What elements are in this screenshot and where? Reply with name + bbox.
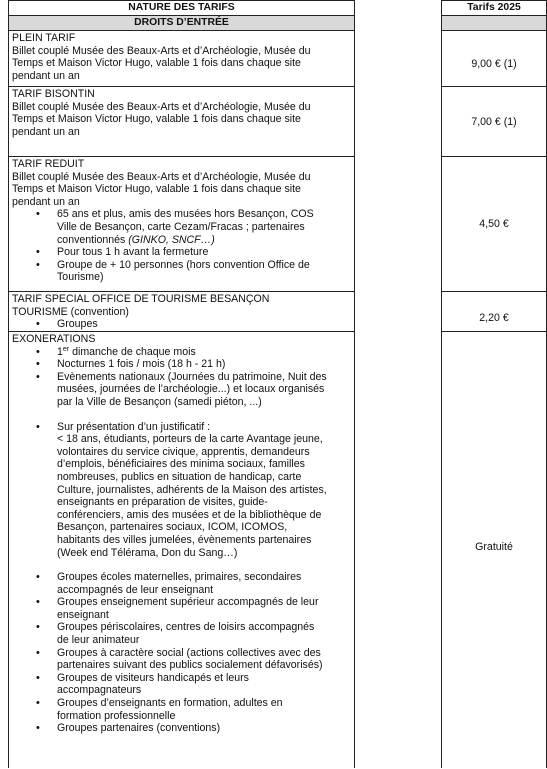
price-value: 4,50 € xyxy=(479,218,509,230)
list-item: • Groupes périscolaires, centres de loisirs accompagnés de leur animateur xyxy=(57,621,351,646)
row-text-line: pendant un an xyxy=(12,125,80,138)
row-text-line: Billet couplé Musée des Beaux-Arts et d’Archéologie, Musée du xyxy=(12,44,311,57)
tourism-conditions-list xyxy=(12,318,351,331)
exoneration-list-b xyxy=(12,421,351,560)
tariff-price-column xyxy=(441,0,547,768)
price-value: 2,20 € xyxy=(479,312,509,324)
exoneration-list-c xyxy=(12,571,351,735)
price-cell-reduit xyxy=(442,157,546,292)
list-item: • Groupes à caractère social (actions collectives avec des partenaires suivant des publics socialement défavorisés) xyxy=(57,647,351,672)
row-text-line: TOURISME (convention) xyxy=(12,305,129,318)
price-cell-exonerations xyxy=(442,332,546,769)
row-title: TARIF REDUIT xyxy=(12,158,85,170)
price-cell-office-tourisme xyxy=(442,292,546,332)
list-item: • Sur présentation d’un justificatif : < 18 ans, étudiants, porteurs de la carte Avantage jeune, volontaires du service civique, apprentis, demandeurs d’emplois, bénéficiaires des minima sociaux, familles nombreuses, publics en situation de handicap, carte Culture, journalistes, adhérents de la Maison des artistes, enseignants en préparation de visites, guide- conférenciers, amis des musées et de la bibliothèque de Besançon, partenaires sociaux, ICOM, ICOMOS, habitants des villes jumelées, évènements partenaires (Week end Télérama, Don du Sang…) xyxy=(57,421,351,560)
row-text-line: pendant un an xyxy=(12,69,80,82)
list-item: • Evènements nationaux (Journées du patrimoine, Nuit des musées, journées de l’archéologie...) et locaux organisés par la Ville de Besançon (samedi piéton, ...) xyxy=(57,371,351,409)
column-header-nature: NATURE DES TARIFS xyxy=(9,1,354,16)
exoneration-list-a xyxy=(12,346,351,409)
row-text-line: Billet couplé Musée des Beaux-Arts et d’Archéologie, Musée du xyxy=(12,170,311,183)
price-value: 9,00 € (1) xyxy=(471,58,517,70)
row-text-line: pendant un an xyxy=(12,195,80,208)
price-value: 7,00 € (1) xyxy=(471,116,517,128)
row-tarif-office-tourisme xyxy=(9,292,354,332)
price-value: Gratuité xyxy=(475,541,513,553)
row-title: PLEIN TARIF xyxy=(12,32,76,44)
section-title-shaded xyxy=(442,16,546,31)
list-item: • Groupes écoles maternelles, primaires, secondaires accompagnés de leur enseignant xyxy=(57,571,351,596)
tariff-nature-column xyxy=(8,0,355,768)
row-exonerations xyxy=(9,332,354,769)
row-tarif-bisontin xyxy=(9,87,354,157)
column-header-price: Tarifs 2025 xyxy=(442,1,546,16)
row-tarif-reduit xyxy=(9,157,354,292)
list-item: • Pour tous 1 h avant la fermeture xyxy=(57,246,351,259)
list-item: • Groupes d’enseignants en formation, adultes en formation professionnelle xyxy=(57,697,351,722)
price-cell-bisontin xyxy=(442,87,546,157)
list-item: • Groupes enseignement supérieur accompagnés de leur enseignant xyxy=(57,596,351,621)
row-title: EXONERATIONS xyxy=(12,333,96,345)
list-item: • Groupes de visiteurs handicapés et leurs accompagnateurs xyxy=(57,672,351,697)
list-item: • Nocturnes 1 fois / mois (18 h - 21 h) xyxy=(57,358,351,371)
row-text-line: Temps et Maison Victor Hugo, valable 1 fois dans chaque site xyxy=(12,113,301,126)
row-plein-tarif xyxy=(9,31,354,87)
row-title: TARIF SPECIAL OFFICE DE TOURISME BESANÇON xyxy=(12,293,270,305)
list-item: • Groupes xyxy=(57,318,351,331)
row-text-line: Temps et Maison Victor Hugo, valable 1 fois dans chaque site xyxy=(12,183,301,196)
section-title-entry-rights: DROITS D’ENTRÉE xyxy=(9,16,354,31)
row-title: TARIF BISONTIN xyxy=(12,88,95,100)
list-item: • Groupe de + 10 personnes (hors convention Office de Tourisme) xyxy=(57,259,351,284)
list-item: • 1er dimanche de chaque mois xyxy=(57,346,351,359)
row-text-line: Billet couplé Musée des Beaux-Arts et d’Archéologie, Musée du xyxy=(12,100,311,113)
list-item: • Groupes partenaires (conventions) xyxy=(57,722,351,735)
row-text-line: Temps et Maison Victor Hugo, valable 1 fois dans chaque site xyxy=(12,57,301,70)
reduced-conditions-list xyxy=(12,208,351,284)
price-cell-plein-tarif xyxy=(442,31,546,87)
list-item: • 65 ans et plus, amis des musées hors Besançon, COS Ville de Besançon, carte Cezam/Fracas ; partenaires conventionnés (GINKO, SNCF…) xyxy=(57,208,351,246)
